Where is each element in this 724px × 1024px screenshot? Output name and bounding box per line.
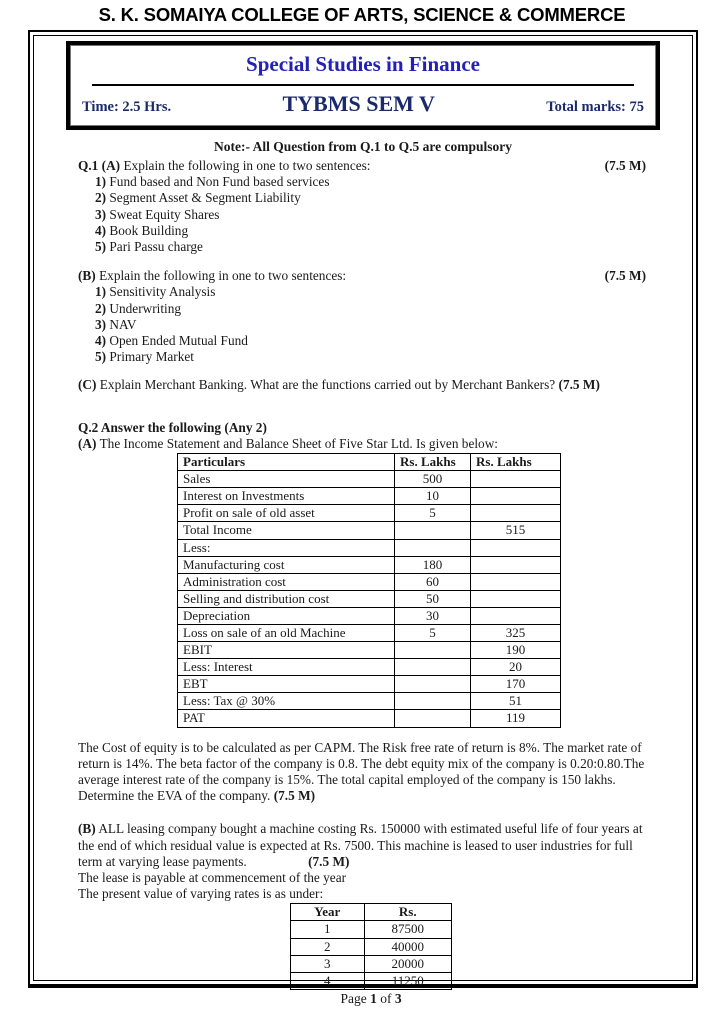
college-title: S. K. SOMAIYA COLLEGE OF ARTS, SCIENCE & COMMERCE — [98, 4, 626, 25]
list-item — [78, 190, 646, 206]
table-cell — [471, 607, 561, 624]
page-total: 3 — [394, 990, 402, 1006]
item-number: 1) — [95, 284, 107, 300]
year-table-wrap — [290, 903, 452, 1007]
table-cell: 10 — [395, 488, 471, 505]
item-number: 2) — [95, 300, 107, 316]
table-cell: PAT — [178, 710, 395, 727]
table-header-cell: Particulars — [178, 454, 395, 471]
item-number: 5) — [95, 349, 107, 365]
item-text: Open Ended Mutual Fund — [109, 333, 248, 349]
table-cell — [395, 522, 471, 539]
table-cell — [471, 471, 561, 488]
table-cell: 2 — [291, 938, 365, 955]
table-header-row — [178, 454, 561, 471]
table-row — [291, 955, 452, 972]
item-number: 4) — [95, 333, 107, 349]
table-cell: 60 — [395, 573, 471, 590]
item-text: Segment Asset & Segment Liability — [109, 190, 301, 206]
table-cell: Sales — [178, 471, 395, 488]
item-number: 2) — [95, 190, 107, 206]
page-outer-frame — [28, 30, 698, 1006]
table-cell: Less: Tax @ 30% — [178, 693, 395, 710]
table-header-cell: Rs. Lakhs — [395, 454, 471, 471]
item-number: 1) — [95, 174, 107, 190]
table-cell: 20000 — [364, 955, 451, 972]
table-cell — [471, 488, 561, 505]
table-cell: Profit on sale of old asset — [178, 505, 395, 522]
table-cell: EBIT — [178, 642, 395, 659]
table-cell: 40000 — [364, 938, 451, 955]
item-text: Primary Market — [109, 349, 194, 365]
table-header-row — [291, 904, 452, 921]
note-line: Note:- All Question from Q.1 to Q.5 are compulsory — [214, 139, 512, 154]
table-cell: Administration cost — [178, 573, 395, 590]
table-header-cell: Year — [291, 904, 365, 921]
q1a-heading — [78, 158, 646, 174]
table-row — [178, 590, 561, 607]
table-cell: Interest on Investments — [178, 488, 395, 505]
q1c-label: (C) — [78, 377, 97, 393]
item-text: NAV — [109, 316, 137, 332]
header-meta-row — [80, 86, 646, 117]
table-row — [178, 539, 561, 556]
table-cell: 500 — [395, 471, 471, 488]
table-cell: 50 — [395, 590, 471, 607]
table-cell — [395, 676, 471, 693]
q2b-label: (B) — [78, 821, 96, 837]
q2b-text: ALL leasing company bought a machine costing Rs. 150000 with estimated useful life of four years at the end of which residual value is expected at Rs. 7500. This machine is leased to user industries for full term at varying lease payments. — [78, 821, 643, 869]
q2b-paragraph — [78, 821, 646, 870]
table-row — [178, 676, 561, 693]
table-cell: Less: — [178, 539, 395, 556]
table-header-cell: Rs. — [364, 904, 451, 921]
table-cell: 11250 — [364, 972, 451, 989]
item-text: Fund based and Non Fund based services — [109, 174, 330, 190]
capm-paragraph — [78, 740, 646, 805]
list-item — [78, 223, 646, 239]
table-cell: Less: Interest — [178, 659, 395, 676]
table-cell: Total Income — [178, 522, 395, 539]
item-text: Sensitivity Analysis — [109, 284, 216, 300]
list-item — [78, 301, 646, 317]
page-number: 1 — [370, 990, 377, 1006]
time-label: Time: 2.5 Hrs. — [82, 99, 172, 115]
table-cell: Loss on sale of an old Machine — [178, 624, 395, 641]
q2a-label: (A) — [78, 435, 97, 451]
table-row — [178, 573, 561, 590]
table-row — [291, 921, 452, 938]
list-item — [78, 333, 646, 349]
list-item — [78, 284, 646, 300]
table-row — [178, 488, 561, 505]
table-header-cell: Rs. Lakhs — [471, 454, 561, 471]
table-cell: Manufacturing cost — [178, 556, 395, 573]
table-row — [178, 693, 561, 710]
item-text: Book Building — [109, 222, 189, 238]
table-cell — [471, 590, 561, 607]
table-cell: 325 — [471, 624, 561, 641]
q1a-marks: (7.5 M) — [604, 158, 646, 173]
table-cell — [395, 539, 471, 556]
table-cell: 170 — [471, 676, 561, 693]
exam-header-box — [66, 41, 660, 130]
item-text: Pari Passu charge — [109, 239, 203, 255]
q1a-label: Q.1 (A) — [78, 158, 121, 173]
table-cell: 190 — [471, 642, 561, 659]
table-cell: 5 — [395, 624, 471, 641]
table-cell: 30 — [395, 607, 471, 624]
total-marks-label: Total marks: 75 — [546, 99, 644, 115]
table-cell: 87500 — [364, 921, 451, 938]
table-cell — [471, 539, 561, 556]
item-number: 5) — [95, 239, 107, 255]
list-item — [78, 239, 646, 255]
income-statement-table — [177, 453, 561, 728]
table-cell: 3 — [291, 955, 365, 972]
q1b-heading-text: (B) Explain the following in one to two sentences: — [78, 268, 347, 284]
table-row — [178, 607, 561, 624]
table-row — [178, 642, 561, 659]
table-cell: EBT — [178, 676, 395, 693]
table-row — [291, 938, 452, 955]
table-cell: Selling and distribution cost — [178, 590, 395, 607]
table-row — [178, 556, 561, 573]
table-cell — [395, 659, 471, 676]
table-row — [178, 624, 561, 641]
item-number: 3) — [95, 206, 107, 222]
table-row — [178, 659, 561, 676]
table-cell: 180 — [395, 556, 471, 573]
list-item — [78, 317, 646, 333]
lease-line: The lease is payable at commencement of the year — [78, 869, 347, 885]
capm-marks: (7.5 M) — [273, 788, 316, 804]
table-cell: 4 — [291, 972, 365, 989]
table-row — [178, 710, 561, 727]
list-item — [78, 207, 646, 223]
table-cell: 515 — [471, 522, 561, 539]
q1b-marks: (7.5 M) — [604, 268, 646, 284]
q2a-intro-text: The Income Statement and Balance Sheet of Five Star Ltd. Is given below: — [99, 435, 498, 451]
q2a-intro-line — [78, 436, 646, 452]
capm-text: The Cost of equity is to be calculated as per CAPM. The Risk free rate of return is 8%. The market rate of return is 14%. The beta factor of the company is 0.8. The debt equity mix of the company is 0.20:0.80.The average interest rate of the company is 15%. The total capital employed of the company is 150 lakhs. Determine the EVA of the company. — [78, 739, 645, 804]
table-cell: 51 — [471, 693, 561, 710]
course-title: TYBMS SEM V — [282, 91, 435, 116]
table-cell — [395, 642, 471, 659]
q1c-text: Explain Merchant Banking. What are the functions carried out by Merchant Bankers? — [99, 377, 556, 393]
table-row — [178, 522, 561, 539]
table-cell: 20 — [471, 659, 561, 676]
list-item — [78, 174, 646, 190]
item-text: Sweat Equity Shares — [109, 206, 220, 222]
page-footer: Page 1 of 3 — [340, 990, 402, 1006]
q1c-marks: (7.5 M) — [558, 377, 600, 393]
table-cell: 5 — [395, 505, 471, 522]
table-cell: 1 — [291, 921, 365, 938]
table-cell — [471, 505, 561, 522]
subject-title: Special Studies in Finance — [246, 52, 480, 76]
q1b-heading — [78, 268, 646, 284]
list-item — [78, 349, 646, 365]
q1b-label: (B) — [78, 268, 96, 284]
table-cell — [395, 710, 471, 727]
table-cell — [471, 556, 561, 573]
table-cell: 119 — [471, 710, 561, 727]
table-row — [178, 471, 561, 488]
q2b-marks: (7.5 M) — [308, 853, 350, 869]
table-row — [178, 505, 561, 522]
item-text: Underwriting — [109, 300, 182, 316]
page-inner-frame — [33, 35, 693, 1006]
table-cell — [471, 573, 561, 590]
q2-heading: Q.2 Answer the following (Any 2) — [78, 419, 267, 435]
paper-body — [34, 155, 692, 1007]
table-cell — [395, 693, 471, 710]
q1a-heading-text: Q.1 (A) Explain the following in one to two sentences: — [78, 158, 371, 173]
table-row — [291, 972, 452, 989]
item-number: 4) — [95, 222, 107, 238]
year-payment-table — [290, 903, 452, 989]
table-cell: Depreciation — [178, 607, 395, 624]
item-number: 3) — [95, 316, 107, 332]
q1c-line — [78, 377, 646, 393]
present-value-line: The present value of varying rates is as under: — [78, 886, 324, 902]
